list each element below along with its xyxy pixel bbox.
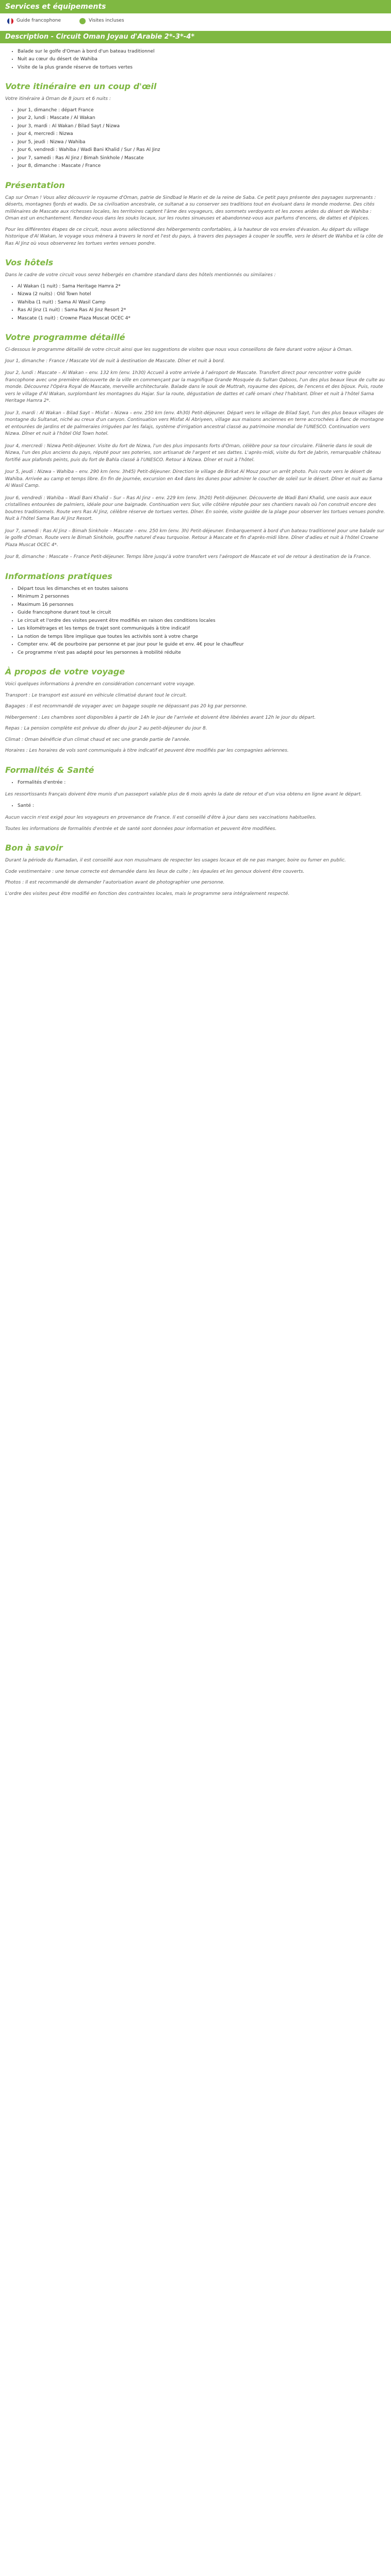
- list-item: • Compter env. 4€ de pourboire par personne et par jour pour le guide et env. 4€ pour le chauffeur: [18, 641, 386, 649]
- list-item: • Ce programme n'est pas adapté pour les personnes à mobilité réduite: [18, 650, 386, 657]
- health-list: [5, 803, 386, 810]
- hotels-intro: Dans le cadre de votre circuit vous serez hébergés en chambre standard dans des hôtels mentionnés ou similaires :: [5, 273, 276, 278]
- day-paragraph: Jour 7, samedi : Ras Al Jinz – Bimah Sinkhole – Mascate – env. 250 km (env. 3h) Petit-déjeuner. Embarquement à bord d'un bateau traditionnel pour une balade sur le golfe d'Oman. Route vers le Bimah Sinkhole, gouffre naturel d'eau turquoise. Retour à Mascate et fin d'après-midi libre. Dîner d'adieu et nuit à l'hôtel Crowne Plaza Muscat OCEC 4*.: [5, 528, 384, 548]
- french-flag-icon: [7, 18, 13, 24]
- list-item: • Jour 7, samedi : Ras Al Jinz / Bimah Sinkhole / Mascate: [18, 155, 386, 162]
- list-item: • Al Wakan (1 nuit) : Sama Heritage Hamra 2*: [18, 283, 386, 291]
- list-item: • Wahiba (1 nuit) : Sama Al Wasil Camp: [18, 299, 386, 307]
- aboard-heading: Bon à savoir: [5, 843, 63, 853]
- list-item: • Jour 2, lundi : Mascate / Al Wakan: [18, 115, 386, 122]
- list-item: • Formalités d'entrée :: [18, 779, 386, 787]
- about-paragraph: Transport : Le transport est assuré en véhicule climatisé durant tout le circuit.: [5, 692, 187, 698]
- list-item: • Maximum 16 personnes: [18, 602, 386, 609]
- aboard-paragraph: L'ordre des visites peut être modifié en fonction des contraintes locales, mais le programme sera intégralement respecté.: [5, 891, 290, 896]
- description-header: [0, 31, 391, 43]
- list-item: • Jour 3, mardi : Al Wakan / Bilad Sayt / Nizwa: [18, 123, 386, 130]
- services-badges: [0, 13, 391, 29]
- guide-label: Guide francophone: [17, 18, 61, 23]
- hotels-heading: Vos hôtels: [5, 258, 54, 267]
- formalities-paragraph: Les ressortissants français doivent être munis d'un passeport valable plus de 6 mois après la date de retour et d'un visa obtenu en ligne avant le départ.: [5, 792, 362, 797]
- day-paragraph: Jour 5, jeudi : Nizwa – Wahiba – env. 290 km (env. 3h45) Petit-déjeuner. Direction le village de Birkat Al Mouz pour un arrêt photo. Puis route vers le désert de Wahiba. Arrivée au camp et temps libre. En fin de journée, excursion en 4x4 dans les dunes pour admirer le coucher de soleil sur le désert. Dîner et nuit au Sama Al Wasil Camp.: [5, 469, 383, 488]
- main-content: [0, 43, 391, 898]
- about-paragraph: Voici quelques informations à prendre en considération concernant votre voyage.: [5, 682, 196, 687]
- presentation-heading: Présentation: [5, 180, 65, 190]
- itinerary-heading: Votre itinéraire en un coup d'œil: [5, 81, 157, 91]
- about-paragraph: Repas : La pension complète est prévue du dîner du jour 2 au petit-déjeuner du jour 8.: [5, 726, 207, 731]
- aboard-paragraph: Durant la période du Ramadan, il est conseillé aux non musulmans de respecter les usages locaux et de ne pas manger, boire ou fumer en public.: [5, 858, 346, 863]
- list-item: • Jour 4, mercredi : Nizwa: [18, 131, 386, 138]
- list-item: • Guide francophone durant tout le circuit: [18, 609, 386, 617]
- about-paragraph: Horaires : Les horaires de vols sont communiqués à titre indicatif et peuvent être modifiés par les compagnies aériennes.: [5, 748, 289, 753]
- list-item: • Jour 6, vendredi : Wahiba / Wadi Bani Khalid / Sur / Ras Al Jinz: [18, 147, 386, 154]
- aboard-paragraph: Photos : Il est recommandé de demander l'autorisation avant de photographier une personne.: [5, 880, 225, 885]
- day-paragraph: Jour 3, mardi : Al Wakan – Bilad Sayt – Misfat – Nizwa – env. 250 km (env. 4h30) Petit-déjeuner. Départ vers le village de Bilad Sayt, l'un des plus beaux villages de montagne du Sultanat, niché au creux d'un canyon. Continuation vers Misfat Al Abriyeen, village aux maisons anciennes en terre accrochées à flanc de montagne et entourées de jardins et de palmeraies irriguées par les falajs, système d'irrigation ancestral classé au patrimoine mondial de l'UNESCO. Continuation vers Nizwa. Dîner et nuit à l'hôtel Old Town hotel.: [5, 410, 384, 436]
- hotels-list: [5, 283, 386, 323]
- day-paragraph: Jour 8, dimanche : Mascate – France Petit-déjeuner. Temps libre jusqu'à votre transfert vers l'aéroport de Mascate et vol de retour à destination de la France.: [5, 554, 371, 560]
- list-item: • Minimum 2 personnes: [18, 594, 386, 601]
- itinerary-intro: Votre itinéraire à Oman de 8 jours et 6 nuits :: [5, 96, 111, 101]
- aboard-paragraph: Code vestimentaire : une tenue correcte est demandée dans les lieux de culte ; les épaules et les genoux doivent être couverts.: [5, 869, 305, 874]
- services-header: [0, 0, 391, 13]
- program-intro: Ci-dessous le programme détaillé de votre circuit ainsi que les suggestions de visites que nous vous conseillons de faire durant votre séjour à Oman.: [5, 347, 353, 352]
- highlights-list: [5, 48, 386, 72]
- tour-title: Description - Circuit Oman Joyau d'Arabie 2*-3*-4*: [5, 32, 194, 41]
- list-item: • Mascate (1 nuit) : Crowne Plaza Muscat OCEC 4*: [18, 315, 386, 323]
- day-paragraph: Jour 1, dimanche : France / Mascate Vol de nuit à destination de Mascate. Dîner et nuit à bord.: [5, 358, 225, 364]
- day-paragraph: Jour 6, vendredi : Wahiba – Wadi Bani Khalid – Sur – Ras Al Jinz – env. 229 km (env. 3h20) Petit-déjeuner. Découverte de Wadi Bani Khalid, une oasis aux eaux cristallines entourées de palmiers, idéale pour une baignade. Continuation vers Sur, ville côtière réputée pour ses chantiers navals où l'on construit encore des boutres traditionnels. Route vers Ras Al Jinz, célèbre réserve de tortues vertes. Dîner. En soirée, visite guidée de la plage pour observer les tortues venues pondre. Nuit à l'hôtel Sama Ras Al Jinz Resort.: [5, 495, 385, 521]
- presentation-paragraph: Pour les différentes étapes de ce circuit, nous avons sélectionné des hébergements confortables, à la hauteur de vos envies d'évasion. Au départ du village historique d'Al Wakan, le voyage vous mènera à travers le nord et l'est du pays, à travers des paysages à couper le souffle, vers le désert de Wahiba et la côte de Ras Al Jinz où vous observerez les tortues vertes venues pondre.: [5, 227, 383, 246]
- list-item: • Visite de la plus grande réserve de tortues vertes: [18, 64, 386, 72]
- list-item: • Nuit au cœur du désert de Wahiba: [18, 56, 386, 63]
- about-paragraph: Hébergement : Les chambres sont disponibles à partir de 14h le jour de l'arrivée et doivent être libérées avant 12h le jour du départ.: [5, 715, 316, 720]
- day-paragraph: Jour 4, mercredi : Nizwa Petit-déjeuner. Visite du fort de Nizwa, l'un des plus imposants forts d'Oman, célèbre pour sa tour circulaire. Flânerie dans le souk de Nizwa, l'un des plus anciens du pays, réputé pour ses poteries, son artisanat de l'argent et ses dattes. L'après-midi, visite du fort de Jabrin, remarquable château fortifié aux plafonds peints, puis du fort de Bahla classé à l'UNESCO. Retour à Nizwa. Dîner et nuit à l'hôtel.: [5, 443, 381, 463]
- day-paragraph: Jour 2, lundi : Mascate – Al Wakan – env. 132 km (env. 1h30) Accueil à votre arrivée à l'aéroport de Mascate. Transfert direct pour rencontrer votre guide francophone avec une première découverte de la ville en commençant par la magnifique Grande Mosquée du Sultan Qaboos, l'un des plus beaux lieux de culte au monde. Découvrez l'Opéra Royal de Mascate, merveille architecturale. Balade dans le souk de Muttrah, royaume des épices, de l'encens et des bijoux. Puis, route vers le village d'Al Wakan, surplombant les montagnes du Hajar. Sur la route, dégustation de dattes et café omani chez l'habitant. Dîner et nuit à l'hôtel Sama Heritage Hamra 2*.: [5, 370, 385, 403]
- formalities-heading: Formalités & Santé: [5, 765, 94, 775]
- list-item: • La notion de temps libre implique que toutes les activités sont à votre charge: [18, 634, 386, 641]
- about-paragraph: Climat : Oman bénéficie d'un climat chaud et sec une grande partie de l'année.: [5, 737, 191, 742]
- practical-heading: Informations pratiques: [5, 571, 112, 581]
- formalities-paragraph: Toutes les informations de formalités d'entrée et de santé sont données pour information et peuvent être modifiées.: [5, 826, 277, 832]
- list-item: • Jour 8, dimanche : Mascate / France: [18, 163, 386, 170]
- presentation-paragraph: Cap sur Oman ! Vous allez découvrir le royaume d'Oman, patrie de Sindbad le Marin et de la reine de Saba. Ce petit pays présente des paysages surprenants : déserts, montagnes fjords et wadis. De sa civilisation ancestrale, ce sultanat a su conserver ses traditions tout en évoluant dans le monde moderne. Des cités millénaires de Mascate aux richesses locales, les territoires captent l'âme des voyageurs, des sommets verdoyants et les zones arides du désert de Wahiba : Oman est un enchantement. Rendez-vous dans les souks locaux, sur les routes sinueuses et abandonnez-vous aux parfums d'encens, de dattes et d'épices.: [5, 195, 376, 221]
- visits-icon: [79, 18, 86, 24]
- list-item: • Ras Al Jinz (1 nuit) : Sama Ras Al Jinz Resort 2*: [18, 307, 386, 314]
- formalities-paragraph: Aucun vaccin n'est exigé pour les voyageurs en provenance de France. Il est conseillé d'être à jour dans ses vaccinations habituelles.: [5, 815, 317, 820]
- itinerary-list: [5, 107, 386, 170]
- list-item: • Jour 1, dimanche : départ France: [18, 107, 386, 114]
- guide-badge: [7, 18, 61, 25]
- list-item: • Le circuit et l'ordre des visites peuvent être modifiés en raison des conditions locales: [18, 618, 386, 625]
- about-paragraph: Bagages : Il est recommandé de voyager avec un bagage souple ne dépassant pas 20 kg par personne.: [5, 704, 248, 709]
- program-heading: Votre programme détaillé: [5, 332, 125, 342]
- list-item: • Santé :: [18, 803, 386, 810]
- visits-label: Visites incluses: [89, 18, 124, 23]
- services-title: Services et équipements: [5, 2, 106, 11]
- formalities-list: [5, 779, 386, 787]
- list-item: • Départ tous les dimanches et en toutes saisons: [18, 586, 386, 593]
- visits-badge: [79, 18, 124, 25]
- about-heading: À propos de votre voyage: [5, 667, 125, 676]
- list-item: • Nizwa (2 nuits) : Old Town hotel: [18, 291, 386, 298]
- practical-list: [5, 586, 386, 657]
- list-item: • Jour 5, jeudi : Nizwa / Wahiba: [18, 139, 386, 146]
- list-item: • Balade sur le golfe d'Oman à bord d'un bateau traditionnel: [18, 48, 386, 56]
- list-item: • Les kilométrages et les temps de trajet sont communiqués à titre indicatif: [18, 625, 386, 633]
